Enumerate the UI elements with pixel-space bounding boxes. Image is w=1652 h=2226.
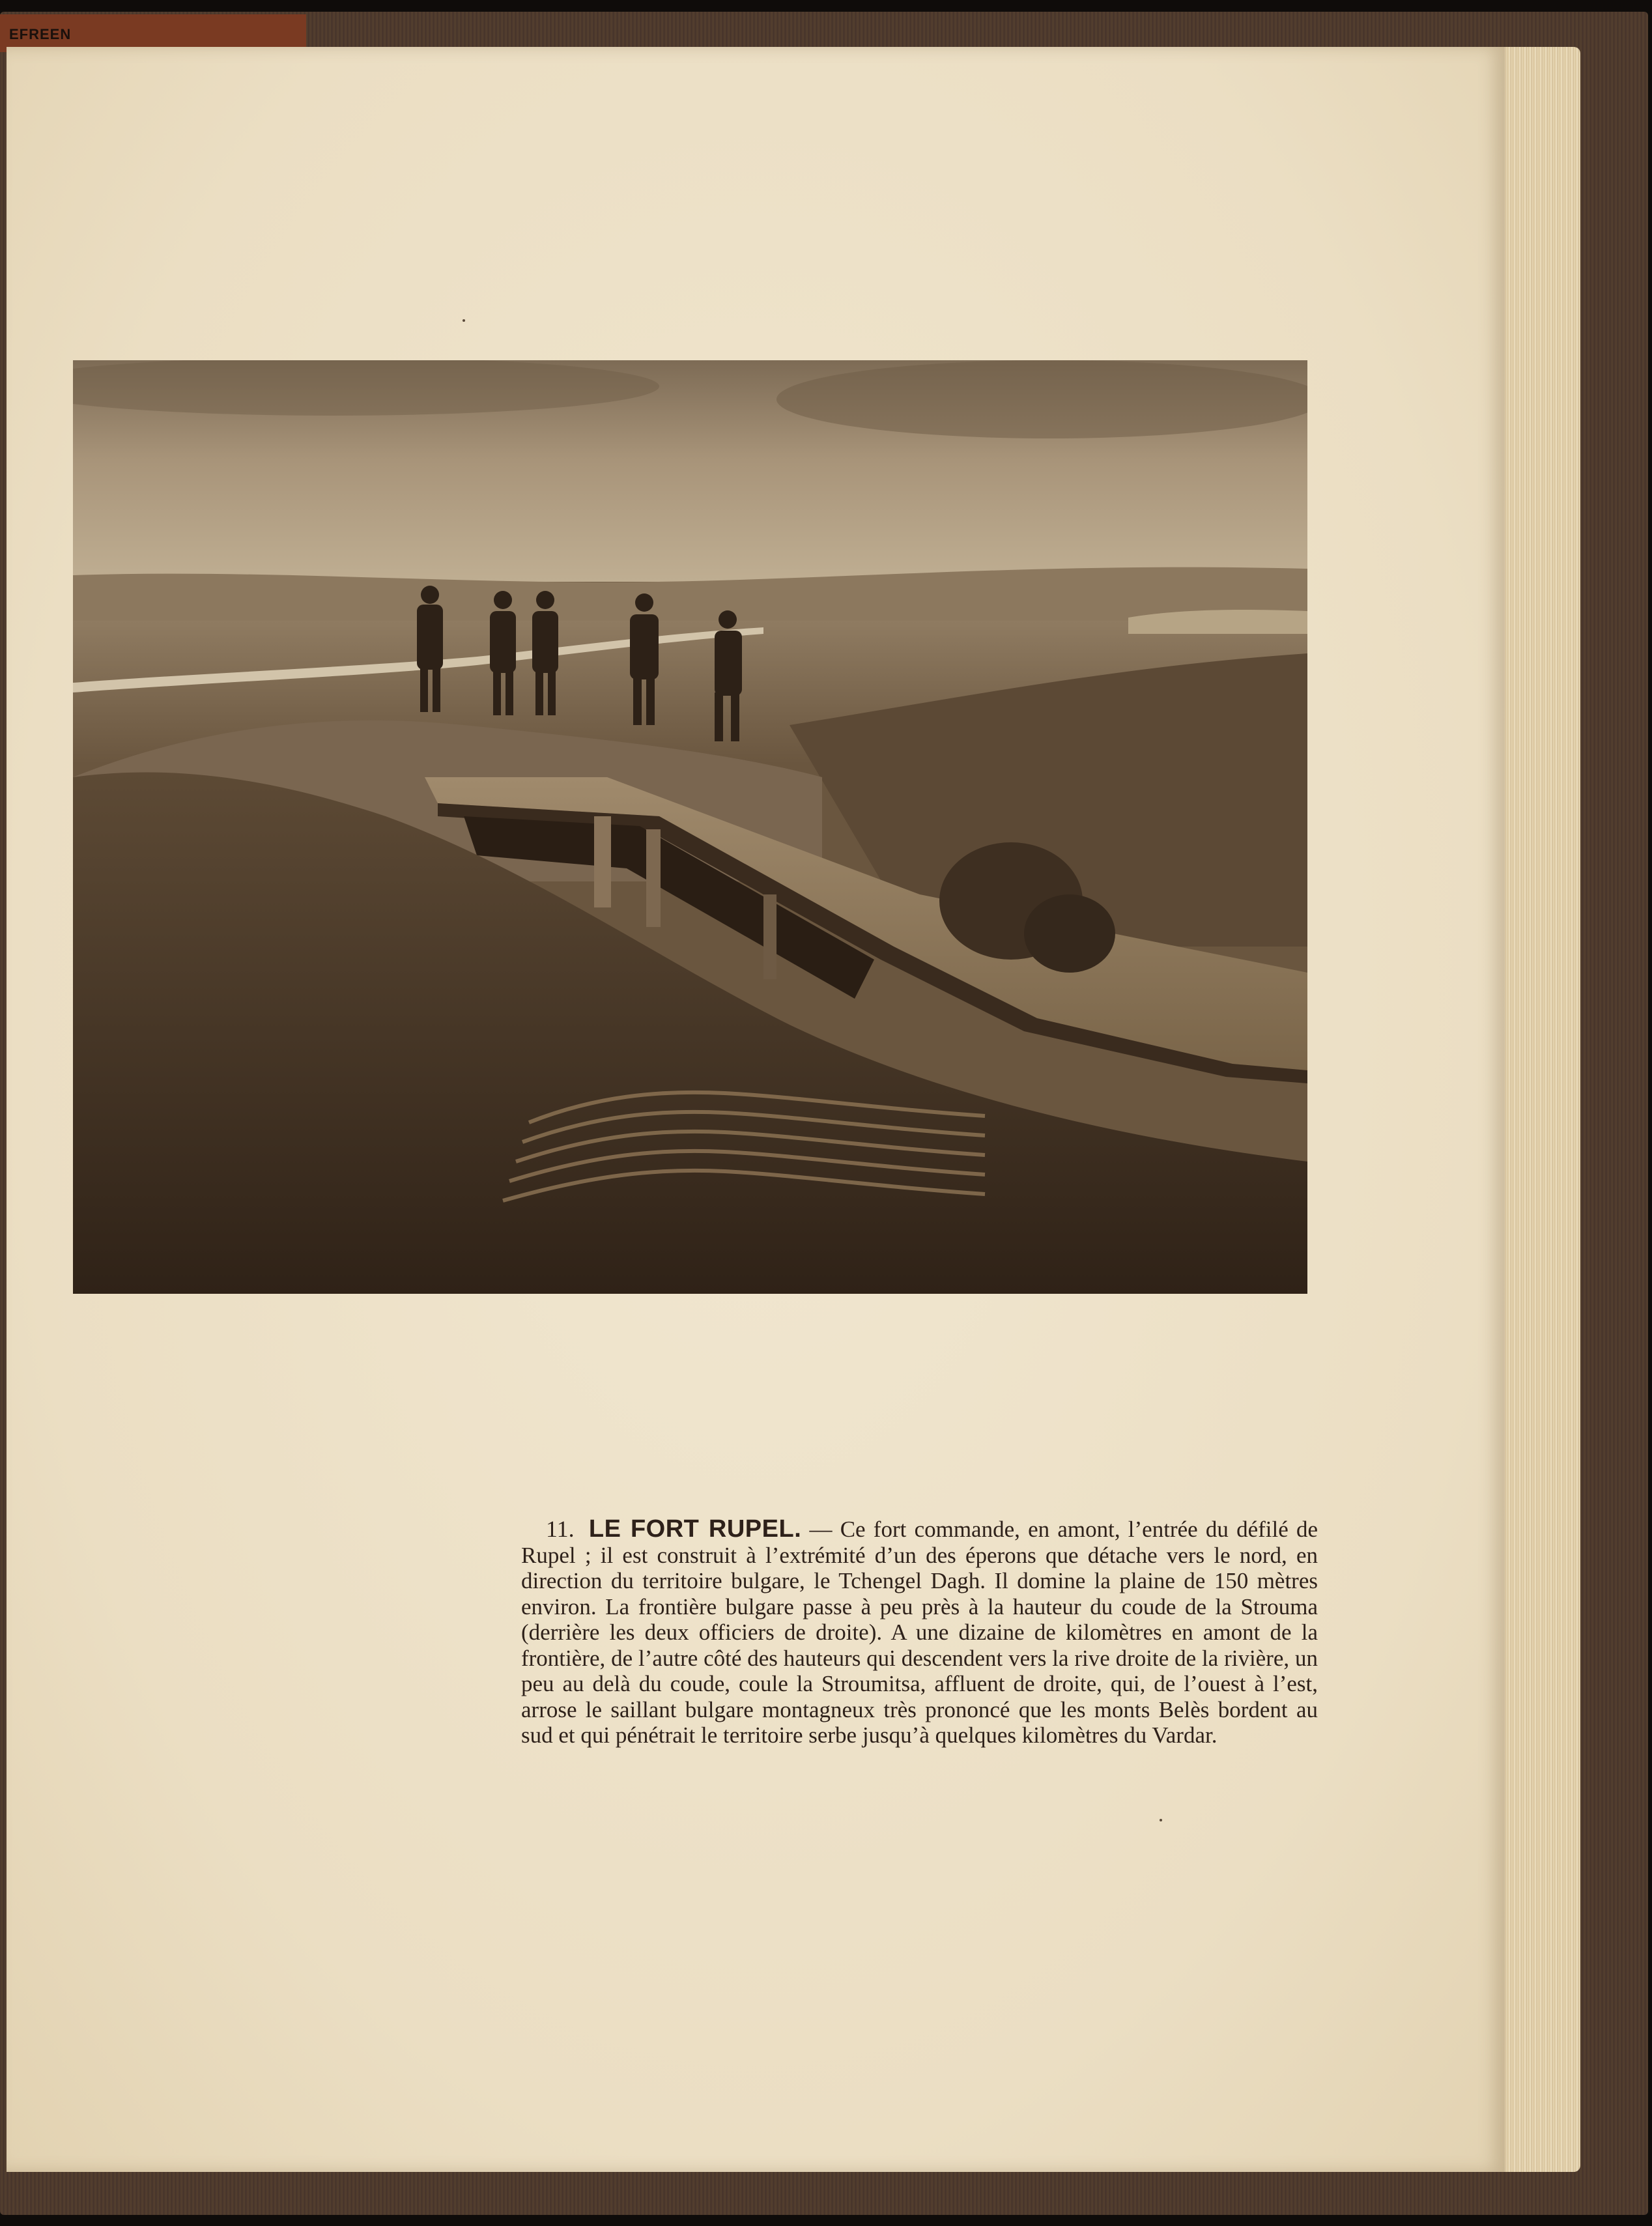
speck [463,319,465,322]
plate-photograph [73,360,1307,1294]
plate-caption-text: — Ce fort commande, en amont, l’entrée du défilé de Rupel ; il est construit à l’extrémité d’un des éperons que détache vers le nord, en direction du territoire bulgare, le Tchengel Dagh. Il domine la plaine de 150 mètres environ. La frontière bulgare passe à peu près à la hauteur du coude de la Strouma (derrière les deux officiers de droite). A une dizaine de kilomètres en amont de la frontière, de l’autre côté des hauteurs qui descendent vers la rive droite de la rivière, un peu au delà du coude, coule la Stroumitsa, affluent de droite, qui, de l’ouest à l’est, arrose le saillant bulgare montagneux très prononcé que les monts Belès bordent au sud et qui pénétrait le territoire serbe jusqu’à quelques kilomètres du Vardar. [521,1517,1318,1748]
plate-number: 11. [546,1516,575,1542]
photo-illustration [73,360,1307,1294]
plate-title: LE FORT RUPEL. [588,1515,802,1543]
spine-label-text: EFREEN [9,26,72,42]
plate-caption [521,1517,1318,1748]
speck [1160,1819,1162,1821]
